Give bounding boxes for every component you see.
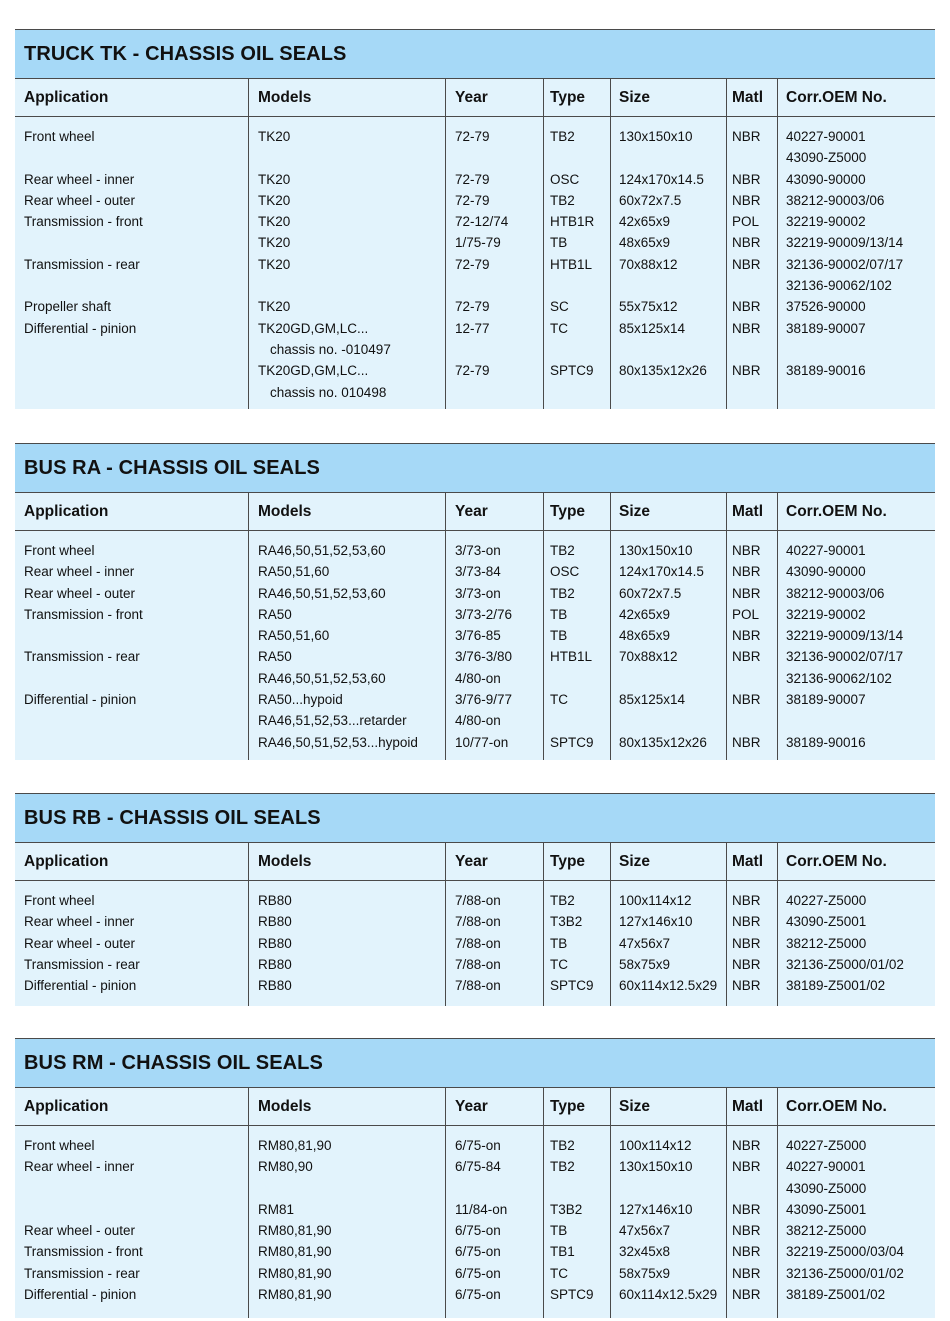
cell-oem: 32136-Z5000/01/02	[786, 1265, 904, 1281]
cell-oem: 32219-90002	[786, 606, 866, 622]
cell-matl: NBR	[732, 978, 761, 994]
cell-application: Transmission - front	[24, 606, 143, 622]
cell-year: 7/88-on	[455, 978, 501, 994]
cell-oem: 38189-Z5001/02	[786, 978, 886, 994]
header-size: Size	[619, 502, 651, 520]
cell-application: Differential - pinion	[24, 320, 137, 336]
table-row	[15, 1241, 935, 1262]
table-body	[15, 531, 935, 760]
cell-year: 3/73-84	[455, 564, 501, 580]
cell-models: RB80	[258, 893, 292, 908]
cell-oem: 38189-Z5001/02	[786, 1287, 886, 1303]
cell-matl: NBR	[732, 935, 761, 951]
cell-application: Transmission - rear	[24, 256, 140, 272]
header-models: Models	[258, 1097, 312, 1115]
cell-size: 85x125x14	[619, 692, 686, 708]
cell-models: TK20	[258, 214, 291, 230]
cell-year: 11/84-on	[455, 1201, 508, 1217]
cell-oem: 40227-90001	[786, 1159, 866, 1175]
cell-size: 130x150x10	[619, 1159, 693, 1175]
cell-type: T3B2	[550, 914, 583, 930]
cell-oem: 38212-90003/06	[786, 585, 885, 601]
table-row	[15, 169, 935, 190]
cell-type: SPTC9	[550, 1287, 594, 1303]
cell-application: Rear wheel - inner	[24, 564, 135, 580]
header-type: Type	[550, 1097, 586, 1115]
cell-year: 3/73-on	[455, 543, 501, 558]
cell-application: Transmission - front	[24, 1244, 143, 1260]
header-year: Year	[455, 1097, 488, 1115]
cell-models: RB80	[258, 956, 292, 972]
cell-size: 124x170x14.5	[619, 564, 704, 580]
cell-type: SPTC9	[550, 734, 594, 750]
cell-models: RA46,50,51,52,53...hypoid	[258, 734, 418, 750]
cell-application: Rear wheel - inner	[24, 171, 135, 187]
cell-type: TB	[550, 935, 568, 951]
header-type: Type	[550, 852, 586, 870]
table-row	[15, 890, 935, 911]
cell-year: 3/76-9/77	[455, 692, 513, 708]
cell-size: 42x65x9	[619, 606, 671, 622]
cell-models: TK20	[258, 192, 291, 208]
cell-size: 48x65x9	[619, 628, 671, 644]
header-application: Application	[24, 1097, 109, 1115]
cell-type: SPTC9	[550, 363, 594, 379]
cell-size: 124x170x14.5	[619, 171, 704, 187]
section-bus-ra	[15, 443, 935, 760]
table-row	[15, 296, 935, 317]
table-row	[15, 382, 935, 403]
cell-models: RM80,81,90	[258, 1244, 332, 1260]
cell-oem: 32136-90062/102	[786, 670, 892, 686]
cell-application: Rear wheel - inner	[24, 1159, 135, 1175]
cell-size: 60x72x7.5	[619, 585, 682, 601]
cell-application: Differential - pinion	[24, 692, 137, 708]
table-row	[15, 561, 935, 582]
table-body	[15, 117, 935, 409]
cell-application: Differential - pinion	[24, 978, 137, 994]
cell-matl: NBR	[732, 1223, 761, 1239]
header-year: Year	[455, 88, 488, 106]
cell-type: OSC	[550, 171, 580, 187]
cell-type: TB2	[550, 543, 575, 558]
cell-matl: NBR	[732, 564, 761, 580]
cell-year: 4/80-on	[455, 713, 501, 729]
cell-application: Propeller shaft	[24, 299, 112, 315]
cell-oem: 32136-Z5000/01/02	[786, 956, 904, 972]
cell-matl: NBR	[732, 893, 761, 908]
cell-type: TC	[550, 692, 568, 708]
table-row	[15, 190, 935, 211]
header-size: Size	[619, 1097, 651, 1115]
cell-models: RA46,50,51,52,53,60	[258, 543, 386, 558]
cell-year: 3/76-3/80	[455, 649, 513, 665]
cell-matl: NBR	[732, 235, 761, 251]
table-row	[15, 1199, 935, 1220]
cell-matl: NBR	[732, 956, 761, 972]
cell-oem: 32219-Z5000/03/04	[786, 1244, 904, 1260]
header-matl: Matl	[732, 1097, 763, 1115]
cell-matl: NBR	[732, 320, 761, 336]
cell-oem: 40227-Z5000	[786, 893, 867, 908]
table-header	[15, 79, 935, 117]
table-row	[15, 254, 935, 275]
table-row	[15, 540, 935, 561]
cell-models: TK20	[258, 171, 291, 187]
cell-matl: NBR	[732, 914, 761, 930]
table-row	[15, 1178, 935, 1199]
cell-year: 10/77-on	[455, 734, 509, 750]
cell-models: RM80,81,90	[258, 1138, 332, 1153]
cell-matl: NBR	[732, 299, 761, 315]
cell-models: TK20	[258, 299, 291, 315]
cell-application: Rear wheel - outer	[24, 585, 136, 601]
cell-year: 72-79	[455, 363, 490, 379]
cell-application: Transmission - rear	[24, 1265, 140, 1281]
cell-oem: 43090-90000	[786, 171, 866, 187]
cell-type: TB2	[550, 192, 575, 208]
cell-size: 60x72x7.5	[619, 192, 682, 208]
cell-size: 48x65x9	[619, 235, 671, 251]
table-row	[15, 1284, 935, 1305]
table-row	[15, 318, 935, 339]
cell-models: chassis no. 010498	[270, 384, 387, 400]
header-models: Models	[258, 88, 312, 106]
header-application: Application	[24, 88, 109, 106]
table-row	[15, 583, 935, 604]
cell-models: RA50	[258, 649, 292, 665]
cell-year: 6/75-on	[455, 1265, 501, 1281]
cell-oem: 40227-Z5000	[786, 1138, 867, 1153]
section-title: BUS RA - CHASSIS OIL SEALS	[15, 444, 935, 493]
cell-models: RA46,50,51,52,53,60	[258, 585, 386, 601]
header-oem: Corr.OEM No.	[786, 502, 887, 520]
cell-type: OSC	[550, 564, 580, 580]
cell-type: T3B2	[550, 1201, 583, 1217]
cell-matl: NBR	[732, 1265, 761, 1281]
cell-oem: 38189-90016	[786, 734, 866, 750]
cell-models: RA50,51,60	[258, 564, 330, 580]
cell-application: Rear wheel - outer	[24, 192, 136, 208]
cell-oem: 32136-90002/07/17	[786, 256, 904, 272]
table-row	[15, 232, 935, 253]
cell-oem: 32219-90009/13/14	[786, 628, 904, 644]
cell-models: RB80	[258, 935, 292, 951]
section-title: TRUCK TK - CHASSIS OIL SEALS	[15, 30, 935, 79]
cell-year: 72-12/74	[455, 214, 509, 230]
cell-type: TB2	[550, 1138, 575, 1153]
cell-matl: NBR	[732, 1138, 761, 1153]
cell-application: Transmission - front	[24, 214, 143, 230]
cell-models: RA50	[258, 606, 292, 622]
cell-type: TC	[550, 1265, 568, 1281]
cell-oem: 32136-90062/102	[786, 278, 892, 294]
cell-size: 60x114x12.5x29	[619, 978, 718, 994]
table-row	[15, 954, 935, 975]
cell-size: 85x125x14	[619, 320, 686, 336]
table-row	[15, 211, 935, 232]
table-row	[15, 911, 935, 932]
cell-matl: NBR	[732, 649, 761, 665]
cell-year: 6/75-on	[455, 1223, 501, 1239]
section-title: BUS RM - CHASSIS OIL SEALS	[15, 1039, 935, 1088]
cell-matl: POL	[732, 214, 760, 230]
cell-application: Differential - pinion	[24, 1287, 137, 1303]
cell-models: TK20	[258, 256, 291, 272]
cell-size: 130x150x10	[619, 543, 693, 558]
cell-year: 72-79	[455, 171, 490, 187]
cell-application: Front wheel	[24, 129, 95, 144]
cell-type: HTB1L	[550, 256, 593, 272]
header-matl: Matl	[732, 852, 763, 870]
cell-size: 32x45x8	[619, 1244, 671, 1260]
cell-size: 70x88x12	[619, 649, 678, 665]
cell-size: 42x65x9	[619, 214, 671, 230]
cell-models: RA46,50,51,52,53,60	[258, 670, 386, 686]
cell-matl: NBR	[732, 363, 761, 379]
cell-size: 130x150x10	[619, 129, 693, 144]
cell-models: RM80,81,90	[258, 1287, 332, 1303]
header-application: Application	[24, 502, 109, 520]
cell-type: TC	[550, 320, 568, 336]
cell-application: Rear wheel - outer	[24, 1223, 136, 1239]
table-row	[15, 1156, 935, 1177]
cell-oem: 43090-90000	[786, 564, 866, 580]
table-body	[15, 881, 935, 1006]
cell-size: 60x114x12.5x29	[619, 1287, 718, 1303]
cell-oem: 43090-Z5001	[786, 914, 867, 930]
cell-oem: 43090-Z5001	[786, 1201, 867, 1217]
cell-size: 80x135x12x26	[619, 363, 707, 379]
header-oem: Corr.OEM No.	[786, 88, 887, 106]
header-year: Year	[455, 852, 488, 870]
cell-size: 100x114x12	[619, 1138, 692, 1153]
cell-models: RM81	[258, 1201, 295, 1217]
table-header	[15, 493, 935, 531]
cell-year: 1/75-79	[455, 235, 501, 251]
header-application: Application	[24, 852, 109, 870]
cell-models: TK20GD,GM,LC...	[258, 320, 369, 336]
header-size: Size	[619, 852, 651, 870]
cell-year: 72-79	[455, 256, 490, 272]
cell-models: TK20GD,GM,LC...	[258, 363, 369, 379]
cell-oem: 32219-90009/13/14	[786, 235, 904, 251]
table-row	[15, 604, 935, 625]
cell-year: 72-79	[455, 299, 490, 315]
cell-oem: 32136-90002/07/17	[786, 649, 904, 665]
cell-matl: NBR	[732, 1244, 761, 1260]
cell-application: Transmission - rear	[24, 956, 140, 972]
cell-type: SC	[550, 299, 569, 315]
cell-type: TB2	[550, 129, 575, 144]
header-models: Models	[258, 502, 312, 520]
cell-year: 6/75-on	[455, 1244, 501, 1260]
table-header	[15, 843, 935, 881]
cell-models: RM80,90	[258, 1159, 313, 1175]
cell-models: RA50,51,60	[258, 628, 330, 644]
header-type: Type	[550, 502, 586, 520]
cell-models: RB80	[258, 978, 292, 994]
cell-year: 6/75-on	[455, 1287, 501, 1303]
cell-oem: 43090-Z5000	[786, 150, 867, 166]
cell-year: 3/76-85	[455, 628, 501, 644]
cell-matl: NBR	[732, 585, 761, 601]
cell-type: HTB1R	[550, 214, 595, 230]
cell-type: TB	[550, 628, 568, 644]
table-row	[15, 625, 935, 646]
cell-matl: NBR	[732, 734, 761, 750]
cell-size: 47x56x7	[619, 935, 671, 951]
cell-matl: NBR	[732, 1159, 761, 1175]
cell-type: TB	[550, 1223, 568, 1239]
cell-type: TB2	[550, 1159, 575, 1175]
section-title: BUS RB - CHASSIS OIL SEALS	[15, 794, 935, 843]
table-row	[15, 1135, 935, 1156]
header-type: Type	[550, 88, 586, 106]
cell-size: 80x135x12x26	[619, 734, 707, 750]
cell-type: TC	[550, 956, 568, 972]
cell-application: Front wheel	[24, 543, 95, 558]
cell-type: TB1	[550, 1244, 575, 1260]
cell-oem: 38212-Z5000	[786, 1223, 867, 1239]
cell-year: 7/88-on	[455, 935, 501, 951]
table-row	[15, 147, 935, 168]
table-row	[15, 710, 935, 731]
cell-size: 70x88x12	[619, 256, 678, 272]
cell-type: TB2	[550, 585, 575, 601]
cell-size: 58x75x9	[619, 1265, 671, 1281]
cell-application: Front wheel	[24, 1138, 95, 1153]
cell-matl: NBR	[732, 543, 761, 558]
cell-year: 6/75-on	[455, 1138, 501, 1153]
cell-year: 7/88-on	[455, 914, 501, 930]
cell-models: TK20	[258, 235, 291, 251]
table-header	[15, 1088, 935, 1126]
section-truck-tk	[15, 29, 935, 409]
cell-models: RB80	[258, 914, 292, 930]
cell-oem: 43090-Z5000	[786, 1180, 867, 1196]
cell-matl: NBR	[732, 129, 761, 144]
cell-models: RA46,51,52,53...retarder	[258, 713, 407, 729]
cell-year: 4/80-on	[455, 670, 501, 686]
cell-size: 100x114x12	[619, 893, 692, 908]
table-row	[15, 689, 935, 710]
cell-oem: 40227-90001	[786, 543, 866, 558]
cell-year: 7/88-on	[455, 893, 501, 908]
header-matl: Matl	[732, 88, 763, 106]
header-oem: Corr.OEM No.	[786, 1097, 887, 1115]
cell-size: 55x75x12	[619, 299, 678, 315]
cell-matl: NBR	[732, 692, 761, 708]
cell-matl: NBR	[732, 1287, 761, 1303]
cell-year: 7/88-on	[455, 956, 501, 972]
cell-year: 6/75-84	[455, 1159, 501, 1175]
header-year: Year	[455, 502, 488, 520]
cell-size: 47x56x7	[619, 1223, 671, 1239]
cell-oem: 32219-90002	[786, 214, 866, 230]
cell-type: HTB1L	[550, 649, 593, 665]
cell-matl: NBR	[732, 1201, 761, 1217]
cell-matl: NBR	[732, 256, 761, 272]
table-row	[15, 732, 935, 753]
cell-application: Front wheel	[24, 893, 95, 908]
cell-models: RM80,81,90	[258, 1223, 332, 1239]
cell-matl: NBR	[732, 628, 761, 644]
cell-models: chassis no. -010497	[270, 341, 391, 357]
cell-application: Rear wheel - outer	[24, 935, 136, 951]
cell-year: 12-77	[455, 320, 490, 336]
table-row	[15, 646, 935, 667]
section-bus-rb	[15, 793, 935, 1006]
table-row	[15, 275, 935, 296]
cell-oem: 38189-90016	[786, 363, 866, 379]
cell-type: TB2	[550, 893, 575, 908]
cell-year: 3/73-on	[455, 585, 501, 601]
cell-application: Rear wheel - inner	[24, 914, 135, 930]
cell-size: 127x146x10	[619, 914, 693, 930]
cell-oem: 38189-90007	[786, 320, 866, 336]
cell-year: 3/73-2/76	[455, 606, 513, 622]
cell-application: Transmission - rear	[24, 649, 140, 665]
cell-size: 127x146x10	[619, 1201, 693, 1217]
table-body	[15, 1126, 935, 1318]
cell-year: 72-79	[455, 192, 490, 208]
header-size: Size	[619, 88, 651, 106]
table-row	[15, 339, 935, 360]
cell-oem: 38212-Z5000	[786, 935, 867, 951]
header-models: Models	[258, 852, 312, 870]
table-row	[15, 1263, 935, 1284]
cell-oem: 40227-90001	[786, 129, 866, 144]
header-oem: Corr.OEM No.	[786, 852, 887, 870]
header-matl: Matl	[732, 502, 763, 520]
cell-models: TK20	[258, 129, 291, 144]
cell-type: TB	[550, 235, 568, 251]
table-row	[15, 975, 935, 996]
cell-models: RM80,81,90	[258, 1265, 332, 1281]
cell-oem: 38212-90003/06	[786, 192, 885, 208]
cell-type: SPTC9	[550, 978, 594, 994]
cell-year: 72-79	[455, 129, 490, 144]
cell-matl: NBR	[732, 171, 761, 187]
cell-size: 58x75x9	[619, 956, 671, 972]
cell-type: TB	[550, 606, 568, 622]
table-row	[15, 933, 935, 954]
table-row	[15, 668, 935, 689]
table-row	[15, 1220, 935, 1241]
cell-oem: 37526-90000	[786, 299, 866, 315]
cell-oem: 38189-90007	[786, 692, 866, 708]
section-bus-rm	[15, 1038, 935, 1318]
table-row	[15, 126, 935, 147]
cell-matl: NBR	[732, 192, 761, 208]
cell-models: RA50...hypoid	[258, 692, 343, 708]
cell-matl: POL	[732, 606, 760, 622]
table-row	[15, 360, 935, 381]
